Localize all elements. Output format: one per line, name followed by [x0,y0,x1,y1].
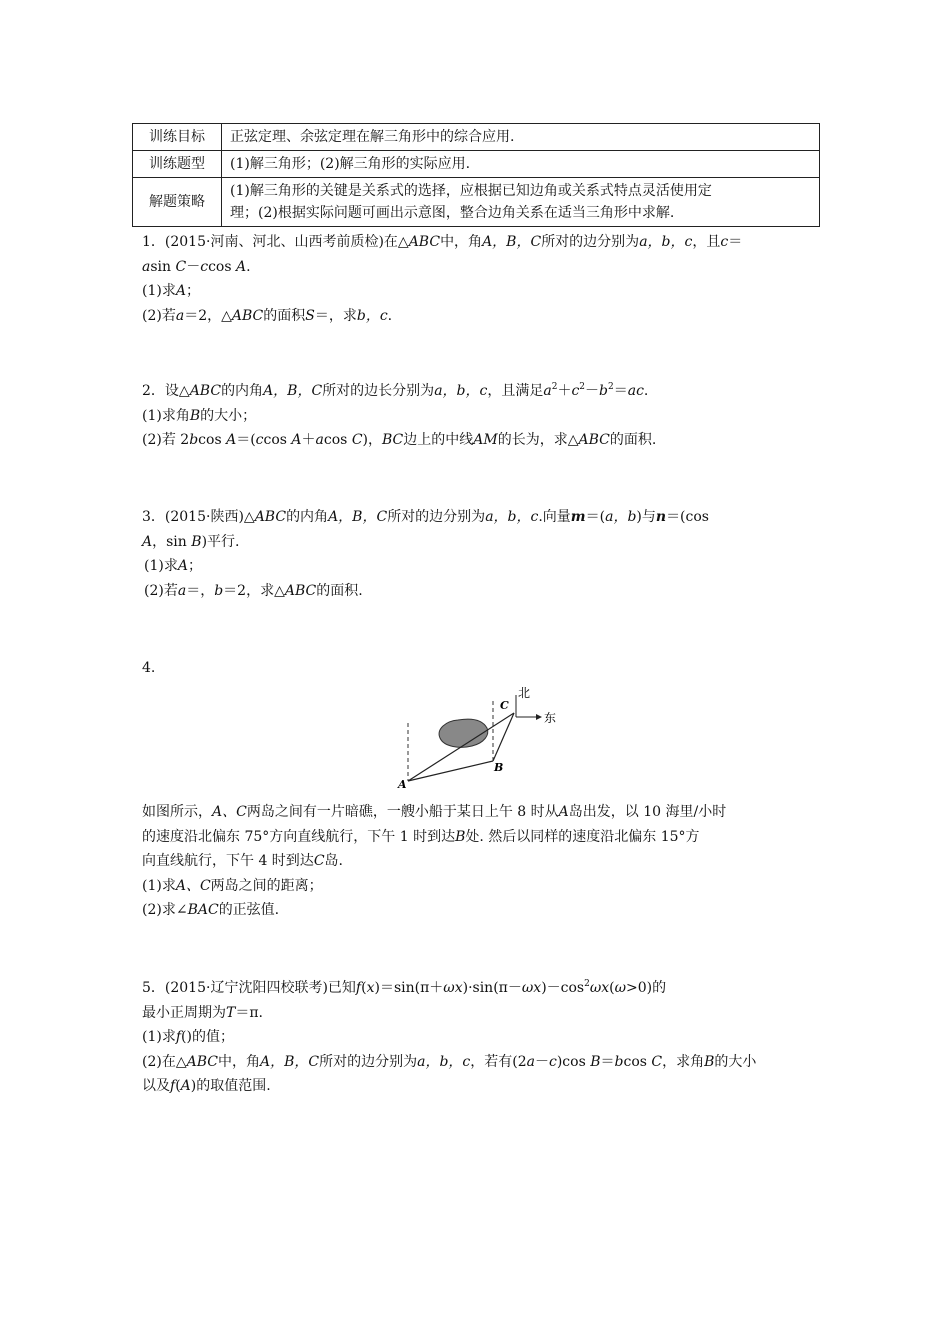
question-1-part-1: (1)求A； [142,283,200,299]
question-3-stem-line-2: A，sin B)平行. [142,533,240,550]
question-4-stem-line-2: 的速度沿北偏东 75°方向直线航行，下午 1 时到达B处. 然后以同样的速度沿北偏东 15°方 [142,828,700,845]
table-key: 训练题型 [133,151,222,178]
table-key: 解题策略 [133,178,222,227]
question-5-part-2: (2)在△ABC中，角A，B，C所对的边分别为a，b，c，若有(2a－c)cos B＝bcos C，求角B的大小 [142,1053,757,1070]
question-1-stem-line-2: asin C－ccos A. [142,258,251,275]
table-key: 训练目标 [133,124,222,151]
question-5-stem-line-2: 最小正周期为T＝π. [142,1004,263,1021]
table-value: 正弦定理、余弦定理在解三角形中的综合应用. [222,124,820,151]
question-1 [142,230,822,328]
question-5-part-1: (1)求f()的值； [142,1029,234,1045]
question-3 [142,505,822,603]
question-5-stem-line-1: 5．(2015·辽宁沈阳四校联考)已知$f(x)=\sin(\pi+\omega x)\cdot\sin(\pi-\omega x)-\cos^2\omega x(\omega>0)$的 [142,979,667,996]
training-goals-table [132,123,820,227]
reef-shape [439,719,488,747]
table-value-line: 理；(2)根据实际问题可画出示意图，整合边角关系在适当三角形中求解. [230,205,675,221]
table-row [133,151,820,178]
table-value: (1)解三角形；(2)解三角形的实际应用. [222,151,820,178]
island-navigation-figure [390,683,570,793]
question-5 [142,976,822,1099]
side-ab [408,761,493,781]
question-2-part-1: (1)求角B的大小； [142,407,257,424]
question-3-part-1: (1)求A； [144,558,202,574]
table-row [133,178,820,227]
compass-east-label: 东 [544,711,557,725]
question-4 [142,800,822,923]
question-2-part-2: (2)若 2bcos A＝(ccos A＋acos C)，BC边上的中线AM的长为，求△ABC的面积. [142,432,657,448]
point-a-label: A [398,778,407,791]
question-1-stem-line-1: 1．(2015·河南、河北、山西考前质检)在△ABC中，角A，B，C所对的边分别为a，b，c，且c＝ [142,234,743,250]
question-2-stem: 2．设△ABC的内角A，B，C所对的边长分别为a，b，c，且满足$a^2+c^2-b^2=ac$. [142,382,649,399]
question-4-stem-line-1: 如图所示，A、C两岛之间有一片暗礁，一艘小船于某日上午 8 时从A岛出发，以 10 海里/小时 [142,804,727,820]
question-1-part-2: (2)若a＝2，△ABC的面积S＝，求b，c. [142,307,393,324]
table-row [133,124,820,151]
table-value-line: (1)解三角形的关键是关系式的选择，应根据已知边角或关系式特点灵活使用定 [230,183,712,199]
question-4-part-1: (1)求A、C两岛之间的距离； [142,877,323,894]
question-2 [142,379,822,453]
question-4-part-2: (2)求∠BAC的正弦值. [142,902,280,918]
compass-east-arrow [536,714,542,720]
point-c-label: C [500,699,509,712]
question-3-part-2: (2)若a＝，b＝2，求△ABC的面积. [144,582,363,599]
question-5-part-2-cont: 以及f(A)的取值范围. [142,1078,271,1094]
point-b-label: B [494,761,504,774]
compass-north-label: 北 [518,686,531,700]
question-4-number [142,656,822,681]
question-3-stem-line-1: 3．(2015·陕西)△ABC的内角A，B，C所对的边分别为a，b，c.向量m＝(a，b)与n＝(cos [142,509,709,525]
question-4-label: 4. [142,660,156,676]
table-value [222,178,820,227]
question-4-stem-line-3: 向直线航行，下午 4 时到达C岛. [142,853,343,869]
